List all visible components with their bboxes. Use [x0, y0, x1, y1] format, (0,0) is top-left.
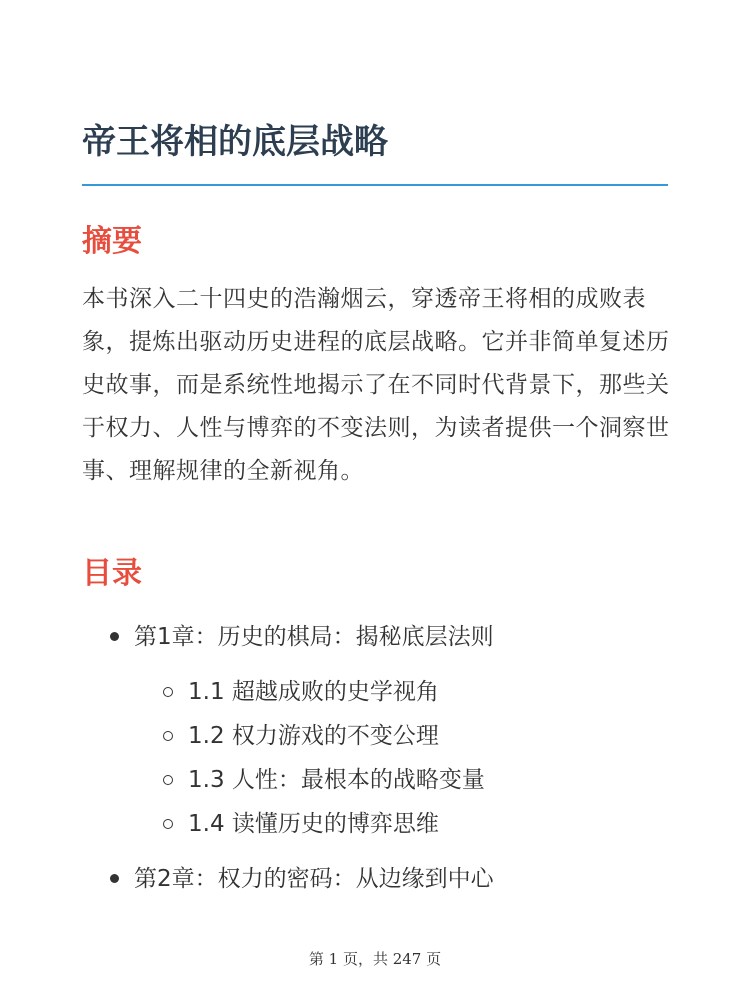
toc-section-label: 1.2 权力游戏的不变公理 [188, 723, 439, 749]
toc-chapter-2 [0, 858, 750, 900]
circle-bullet-icon [163, 687, 173, 697]
table-of-contents [0, 616, 750, 900]
toc-section-list [0, 670, 750, 846]
toc-section-label: 1.4 读懂历史的博弈思维 [188, 811, 439, 837]
toc-chapter-1 [0, 616, 750, 658]
page-number-footer: 第 1 页，共 247 页 [308, 950, 442, 968]
document-title: 帝王将相的底层战略 [82, 122, 388, 162]
toc-section-1-3 [0, 758, 750, 802]
toc-section-1-2 [0, 714, 750, 758]
abstract-text: 本书深入二十四史的浩瀚烟云，穿透帝王将相的成败表象，提炼出驱动历史进程的底层战略。它并非简单复述历史故事，而是系统性地揭示了在不同时代背景下，那些关于权力、人性与博弈的不变法则，为读者提供一个洞察世事、理解规律的全新视角。 [82, 286, 670, 484]
toc-chapter [0, 616, 750, 846]
title-divider [82, 184, 668, 186]
abstract-heading: 摘要 [82, 224, 142, 259]
toc-chapter [0, 858, 750, 900]
circle-bullet-icon [163, 775, 173, 785]
toc-section-1-1 [0, 670, 750, 714]
bullet-icon [110, 874, 119, 883]
toc-section-1-4 [0, 802, 750, 846]
toc-chapter-label: 第2章：权力的密码：从边缘到中心 [134, 866, 494, 892]
circle-bullet-icon [163, 819, 173, 829]
circle-bullet-icon [163, 731, 173, 741]
toc-section-label: 1.3 人性：最根本的战略变量 [188, 767, 485, 793]
bullet-icon [110, 632, 119, 641]
toc-section-label: 1.1 超越成败的史学视角 [188, 679, 439, 705]
toc-chapter-label: 第1章：历史的棋局：揭秘底层法则 [134, 624, 494, 650]
toc-heading: 目录 [82, 556, 142, 591]
